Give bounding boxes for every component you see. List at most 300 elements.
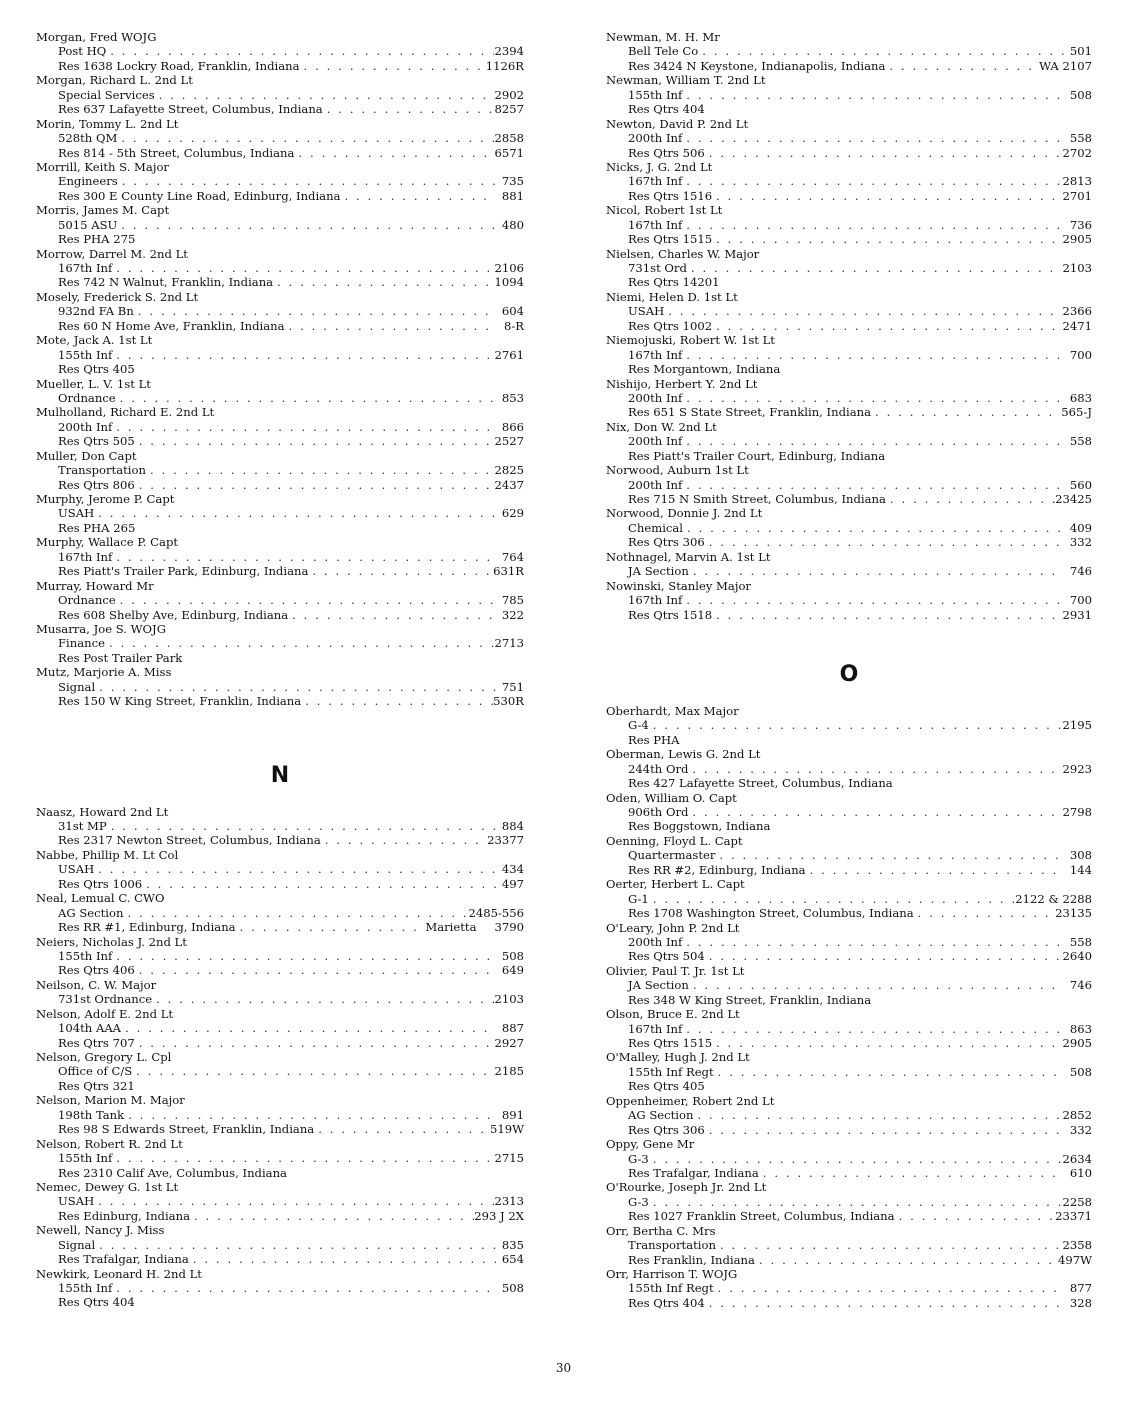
entry-line-label: Finance	[58, 636, 105, 651]
leader-dots	[112, 550, 496, 564]
leader-dots	[112, 1281, 496, 1295]
entry-line	[606, 189, 1092, 203]
entry-line-phone: 2485-556	[468, 905, 524, 920]
entry-line	[36, 1064, 524, 1078]
entry-line	[606, 391, 1092, 405]
leader-dots	[649, 718, 1063, 732]
entry-line-phone: WA 2107	[1039, 58, 1092, 73]
entry-line-phone: 23425	[1055, 492, 1092, 506]
entry-line-label: 155th Inf	[58, 1151, 113, 1166]
entry-line-label: Res 637 Lafayette Street, Columbus, Indiana	[58, 102, 323, 117]
leader-dots	[106, 44, 494, 58]
leader-dots	[688, 762, 1062, 776]
entry-line-label: Res Boggstown, Indiana	[628, 819, 771, 834]
entry-line	[36, 992, 524, 1006]
entry-line-label: Res 3424 N Keystone, Indianapolis, Indiana	[628, 58, 886, 73]
section-heading: O	[839, 661, 859, 687]
leader-dots	[871, 405, 1061, 419]
entry-line	[606, 978, 1092, 992]
entry-line-label: 200th Inf	[628, 434, 683, 449]
entry-line-phone: 23377	[487, 833, 524, 848]
leader-dots	[649, 892, 1016, 906]
entry-name: Nothnagel, Marvin A. 1st Lt	[606, 549, 771, 564]
entry-line	[36, 564, 524, 578]
entry-line	[606, 1152, 1092, 1166]
entry-line	[36, 694, 524, 708]
entry-name: Mueller, L. V. 1st Lt	[36, 376, 151, 391]
entry-line-label: 155th Inf	[628, 87, 683, 102]
entry-line	[36, 1108, 524, 1122]
leader-dots	[682, 88, 1064, 102]
entry-line-label: Res Qtrs 321	[58, 1078, 135, 1093]
entry-line-label: Res PHA	[628, 732, 680, 747]
entry-line-phone: 2905	[1062, 1036, 1092, 1050]
entry-line-label: Res 60 N Home Ave, Franklin, Indiana	[58, 318, 285, 333]
entry-line-label: G-3	[628, 1151, 649, 1166]
entry-line-label: Res Qtrs 404	[58, 1295, 135, 1310]
entry-line	[36, 478, 524, 492]
entry-line	[36, 1281, 524, 1295]
entry-line	[606, 776, 1092, 790]
entry-line	[36, 1166, 524, 1180]
entry-line-phone: 2858	[494, 131, 524, 146]
page-number: 30	[555, 1361, 572, 1375]
entry-line-label: 932nd FA Bn	[58, 304, 134, 319]
section-heading: N	[270, 762, 290, 788]
entry-line-phone: 736	[1069, 217, 1092, 232]
entry-line	[606, 348, 1092, 362]
entry-line-label: Res 2310 Calif Ave, Columbus, Indiana	[58, 1165, 287, 1180]
section-spacer	[36, 709, 524, 761]
entry-line-phone: 631R	[493, 564, 524, 579]
entry-line-phone: 2527	[494, 434, 524, 449]
entry-line	[606, 1209, 1092, 1223]
entry-name: Orr, Bertha C. Mrs	[606, 1223, 716, 1238]
entry-line-phone: 629	[501, 506, 524, 521]
entry-line	[36, 833, 524, 847]
entry-line-label: Res 1027 Franklin Street, Columbus, Indiana	[628, 1209, 895, 1224]
leader-dots	[649, 1195, 1063, 1209]
entry-line-phone: 409	[1069, 520, 1092, 535]
entry-line	[606, 608, 1092, 622]
entry-line-phone: 2106	[494, 261, 524, 275]
entry-line	[36, 1122, 524, 1136]
entry-name: Morrow, Darrel M. 2nd Lt	[36, 246, 188, 261]
entry-name: Mote, Jack A. 1st Lt	[36, 333, 153, 348]
leader-dots	[95, 1238, 496, 1252]
entry-line-phone: 2902	[494, 87, 524, 102]
entry-line-label: Res 1708 Washington Street, Columbus, Indiana	[628, 906, 914, 921]
entry-line-phone: 508	[501, 1281, 524, 1295]
entry-line-phone: 735	[501, 174, 524, 189]
leader-dots	[712, 608, 1062, 622]
entry-line-label: Res Qtrs 306	[628, 1122, 705, 1137]
entry-line	[36, 862, 524, 876]
section-spacer	[36, 791, 524, 805]
entry-line	[606, 762, 1092, 776]
entry-name: Newman, William T. 2nd Lt	[606, 73, 766, 88]
entry-name: Oberhardt, Max Major	[606, 703, 739, 718]
entry-line	[606, 478, 1092, 492]
entry-line-label: 155th Inf Regt	[628, 1064, 714, 1079]
entry-name: Niemojuski, Robert W. 1st Lt	[606, 333, 775, 348]
entry-line-phone: 2923	[1062, 761, 1092, 776]
entry-line	[606, 174, 1092, 188]
leader-dots	[112, 261, 494, 275]
entry-line-phone: 877	[1069, 1281, 1092, 1296]
entry-line-phone: 785	[501, 593, 524, 608]
entry-line	[606, 1079, 1092, 1093]
leader-dots	[682, 478, 1064, 492]
entry-line	[36, 146, 524, 160]
entry-line-label: Res Qtrs 404	[628, 1295, 705, 1310]
entry-line-label: 731st Ordnance	[58, 992, 153, 1007]
entry-line	[36, 963, 524, 977]
entry-line-phone: 649	[501, 963, 524, 978]
entry-name: Nowinski, Stanley Major	[606, 578, 751, 593]
entry-name: Oenning, Floyd L. Capt	[606, 833, 743, 848]
entry-line	[36, 218, 524, 232]
entry-line-phone: 884	[501, 819, 524, 833]
entry-line	[606, 434, 1092, 448]
leader-dots	[323, 102, 495, 116]
entry-line-label: Res Piatt's Trailer Court, Edinburg, Indiana	[628, 448, 886, 463]
entry-line-label: 167th Inf	[628, 347, 683, 362]
entry-line-phone: 2471	[1062, 318, 1092, 333]
entry-line-phone: 23135	[1055, 906, 1092, 921]
leader-dots	[698, 44, 1064, 58]
leader-dots	[189, 1252, 496, 1266]
entry-name: Morin, Tommy L. 2nd Lt	[36, 116, 179, 131]
entry-line-label: 155th Inf	[58, 347, 113, 362]
entry-line	[36, 102, 524, 116]
leader-dots	[705, 1296, 1064, 1310]
entry-line-label: 155th Inf	[58, 948, 113, 963]
entry-line-label: Res Qtrs 1518	[628, 607, 713, 622]
entry-line-phone: 853	[501, 390, 524, 405]
leader-dots	[294, 146, 494, 160]
section-spacer	[606, 622, 1092, 660]
entry-name: Neilson, C. W. Major	[36, 977, 157, 992]
entry-name: Olivier, Paul T. Jr. 1st Lt	[606, 963, 745, 978]
leader-dots	[705, 1123, 1064, 1137]
entry-line-label: Res Qtrs 1515	[628, 1036, 713, 1050]
entry-line-label: Res 348 W King Street, Franklin, Indiana	[628, 992, 872, 1007]
entry-line-phone: 332	[1069, 535, 1092, 550]
entry-line-label: Res Qtrs 707	[58, 1035, 135, 1050]
entry-name: Newton, David P. 2nd Lt	[606, 116, 749, 131]
entry-line-label: Res RR #1, Edinburg, Indiana	[58, 920, 236, 935]
entry-name: Nelson, Adolf E. 2nd Lt	[36, 1006, 174, 1021]
entry-line	[606, 1036, 1092, 1050]
entry-line	[606, 1123, 1092, 1137]
entry-name: O'Rourke, Joseph Jr. 2nd Lt	[606, 1180, 767, 1195]
entry-line-label: Res Qtrs 404	[628, 102, 705, 117]
entry-line-label: 167th Inf	[58, 549, 113, 564]
entry-line	[606, 949, 1092, 963]
entry-line-phone: 2931	[1062, 607, 1092, 622]
entry-line-label: Res Post Trailer Park	[58, 650, 183, 665]
leader-dots	[112, 348, 494, 362]
entry-line-label: Res 300 E County Line Road, Edinburg, Indiana	[58, 188, 341, 203]
entry-name: Murphy, Jerome P. Capt	[36, 492, 175, 506]
entry-line-label: G-3	[628, 1194, 649, 1209]
entry-line-phone: 565-J	[1061, 405, 1092, 420]
leader-dots	[112, 420, 496, 434]
entry-name: Morris, James M. Capt	[36, 203, 170, 218]
leader-dots	[236, 920, 426, 934]
leader-dots	[693, 1108, 1062, 1122]
leader-dots	[689, 978, 1064, 992]
entry-line-phone: 746	[1069, 564, 1092, 579]
leader-dots	[135, 1036, 495, 1050]
entry-name: Nishijo, Herbert Y. 2nd Lt	[606, 376, 758, 391]
leader-dots	[94, 506, 496, 520]
entry-line-label: Res Qtrs 406	[58, 963, 135, 978]
entry-line	[36, 906, 524, 920]
entry-name: Murphy, Wallace P. Capt	[36, 535, 179, 550]
leader-dots	[687, 261, 1063, 275]
entry-line	[36, 189, 524, 203]
entry-line-phone: 501	[1069, 44, 1092, 59]
entry-line	[36, 1021, 524, 1035]
entry-line	[606, 405, 1092, 419]
leader-dots	[705, 535, 1064, 549]
entry-line-label: Res Qtrs 1515	[628, 232, 713, 247]
entry-line	[606, 1281, 1092, 1295]
entry-line	[606, 232, 1092, 246]
leader-dots	[716, 1238, 1063, 1252]
entry-line-phone: 610	[1069, 1165, 1092, 1180]
entry-line-label: Post HQ	[58, 44, 107, 59]
entry-line-label: Ordnance	[58, 390, 116, 405]
entry-line-label: 200th Inf	[628, 477, 683, 492]
leader-dots	[107, 819, 496, 833]
entry-line-label: Res Qtrs 806	[58, 477, 135, 492]
entry-line	[606, 564, 1092, 578]
entry-line-phone: 519W	[489, 1122, 524, 1137]
entry-line	[36, 1295, 524, 1309]
entry-name: Nabbe, Phillip M. Lt Col	[36, 847, 179, 862]
entry-line-label: G-4	[628, 718, 649, 733]
entry-line-label: USAH	[58, 1194, 95, 1209]
entry-line-label: G-1	[628, 891, 649, 906]
entry-line	[606, 319, 1092, 333]
entry-line-phone: 2122 & 2288	[1015, 891, 1092, 906]
leader-dots	[705, 949, 1063, 963]
leader-dots	[301, 694, 493, 708]
entry-name: Oppenheimer, Robert 2nd Lt	[606, 1093, 775, 1108]
entry-line-phone: 746	[1069, 978, 1092, 993]
entry-line-label: USAH	[58, 862, 95, 877]
leader-dots	[134, 304, 496, 318]
entry-line-phone: 1094	[494, 275, 524, 290]
entry-line-phone: 497	[501, 876, 524, 891]
entry-line-label: 198th Tank	[58, 1107, 125, 1122]
entry-name: Niemi, Helen D. 1st Lt	[606, 289, 738, 304]
entry-line-label: Office of C/S	[58, 1064, 133, 1079]
entry-line-label: 200th Inf	[628, 390, 683, 405]
entry-line-label: Res Qtrs 506	[628, 145, 705, 160]
leader-dots	[146, 463, 495, 477]
entry-line	[606, 146, 1092, 160]
leader-dots	[759, 1166, 1064, 1180]
entry-line-label: 167th Inf	[628, 593, 683, 608]
leader-dots	[712, 189, 1062, 203]
leader-dots	[95, 680, 496, 694]
leader-dots	[688, 805, 1062, 819]
entry-line-phone: 6571	[494, 145, 524, 160]
entry-line	[606, 593, 1092, 607]
entry-line-label: Res Edinburg, Indiana	[58, 1208, 190, 1223]
entry-line	[36, 1079, 524, 1093]
entry-line-phone: 2927	[494, 1035, 524, 1050]
entry-line-label: AG Section	[628, 1108, 694, 1123]
entry-name: Oerter, Herbert L. Capt	[606, 877, 745, 892]
leader-dots	[682, 593, 1064, 607]
leader-dots	[895, 1209, 1056, 1223]
entry-line	[36, 362, 524, 376]
entry-line	[36, 1209, 524, 1223]
entry-line-phone: 881	[501, 188, 524, 203]
entry-line-label: 244th Ord	[628, 761, 689, 776]
entry-line-label: Res 651 S State Street, Franklin, Indiana	[628, 405, 871, 420]
entry-line	[36, 348, 524, 362]
entry-name: Norwood, Donnie J. 2nd Lt	[606, 506, 763, 521]
leader-dots	[689, 564, 1064, 578]
entry-line	[36, 88, 524, 102]
entry-line-label: USAH	[628, 304, 665, 319]
entry-line-phone: 23371	[1055, 1209, 1092, 1224]
entry-line	[36, 232, 524, 246]
entry-line	[36, 420, 524, 434]
entry-line-label: Res RR #2, Edinburg, Indiana	[628, 862, 806, 877]
entry-line-phone: 508	[1069, 1064, 1092, 1079]
leader-dots	[300, 59, 486, 73]
entry-line	[606, 275, 1092, 289]
entry-line	[36, 920, 524, 934]
entry-line-phone: 560	[1069, 477, 1092, 492]
entry-name: Newman, M. H. Mr	[606, 30, 720, 44]
leader-dots	[682, 434, 1064, 448]
entry-line-label: Res Qtrs 405	[58, 362, 135, 377]
entry-line	[36, 1194, 524, 1208]
entry-name: Nelson, Gregory L. Cpl	[36, 1050, 172, 1064]
entry-line	[36, 391, 524, 405]
leader-dots	[649, 1152, 1063, 1166]
leader-dots	[132, 1064, 494, 1078]
entry-line	[606, 44, 1092, 58]
leader-dots	[94, 1194, 494, 1208]
entry-name: Mosely, Frederick S. 2nd Lt	[36, 289, 199, 304]
leader-dots	[682, 935, 1064, 949]
entry-line	[606, 1022, 1092, 1036]
entry-line	[606, 1166, 1092, 1180]
leader-dots	[712, 319, 1062, 333]
leader-dots	[755, 1253, 1058, 1267]
leader-dots	[682, 391, 1064, 405]
entry-line-phone: 2103	[494, 992, 524, 1007]
entry-line	[606, 892, 1092, 906]
entry-line-phone: 558	[1069, 934, 1092, 949]
entry-line	[606, 1195, 1092, 1209]
entry-line-label: Signal	[58, 679, 96, 694]
entry-line-label: 200th Inf	[628, 934, 683, 949]
entry-line	[36, 275, 524, 289]
entry-line-label: 155th Inf	[58, 1281, 113, 1295]
entry-line	[36, 463, 524, 477]
entry-name: Nicks, J. G. 2nd Lt	[606, 159, 713, 174]
entry-line-phone: 2258	[1062, 1194, 1092, 1209]
entry-line-label: 104th AAA	[58, 1021, 122, 1036]
leader-dots	[285, 319, 496, 333]
leader-dots	[886, 492, 1055, 506]
leader-dots	[914, 906, 1055, 920]
entry-line	[36, 319, 524, 333]
entry-line-phone: 2702	[1062, 145, 1092, 160]
leader-dots	[117, 131, 494, 145]
entry-line-exchange: Marietta	[425, 920, 477, 935]
entry-line	[606, 848, 1092, 862]
entry-name: Nix, Don W. 2nd Lt	[606, 419, 717, 434]
entry-line-phone: 604	[501, 304, 524, 319]
entry-line-label: Res Franklin, Indiana	[628, 1252, 755, 1267]
entry-line-label: Res Trafalgar, Indiana	[628, 1165, 759, 1180]
entry-line	[606, 733, 1092, 747]
entry-line-label: Res 608 Shelby Ave, Edinburg, Indiana	[58, 607, 289, 622]
leader-dots	[135, 478, 495, 492]
leader-dots	[273, 275, 494, 289]
entry-line-phone: 293 J 2X	[474, 1208, 524, 1223]
entry-line	[606, 1238, 1092, 1252]
entry-name: Morrill, Keith S. Major	[36, 159, 169, 174]
entry-line-phone: 2798	[1062, 805, 1092, 819]
entry-line-phone: 751	[501, 679, 524, 694]
entry-line-phone: 866	[501, 419, 524, 434]
entry-line	[606, 521, 1092, 535]
entry-line-label: Res 814 - 5th Street, Columbus, Indiana	[58, 145, 295, 160]
entry-name: Neiers, Nicholas J. 2nd Lt	[36, 934, 187, 949]
entry-name: Nemec, Dewey G. 1st Lt	[36, 1179, 179, 1194]
entry-line-phone: 2437	[494, 477, 524, 492]
leader-dots	[705, 146, 1063, 160]
entry-line	[36, 550, 524, 564]
entry-line-phone: 332	[1069, 1122, 1092, 1137]
entry-line-label: Res Piatt's Trailer Park, Edinburg, Indiana	[58, 564, 309, 579]
entry-line-label: Transportation	[628, 1238, 716, 1253]
leader-dots	[308, 564, 493, 578]
entry-name: Nielsen, Charles W. Major	[606, 246, 760, 261]
entry-line-phone: 683	[1069, 390, 1092, 405]
entry-line	[606, 362, 1092, 376]
entry-line-phone: 480	[501, 217, 524, 232]
entry-line-label: 731st Ord	[628, 261, 687, 275]
entry-line	[36, 593, 524, 607]
entry-line	[606, 59, 1092, 73]
entry-line	[36, 1252, 524, 1266]
entry-name: Naasz, Howard 2nd Lt	[36, 804, 169, 819]
entry-line-phone: 2103	[1062, 261, 1092, 275]
entry-line-phone: 144	[1069, 862, 1092, 877]
entry-name: Norwood, Auburn 1st Lt	[606, 463, 749, 478]
entry-line	[36, 680, 524, 694]
entry-line-phone: 700	[1069, 347, 1092, 362]
entry-name: Oppy, Gene Mr	[606, 1137, 695, 1152]
entry-line-label: Res 1638 Lockry Road, Franklin, Indiana	[58, 58, 300, 73]
entry-line-label: 200th Inf	[628, 131, 683, 146]
entry-line-label: Res Qtrs 1006	[58, 876, 143, 891]
entry-line-label: Res 427 Lafayette Street, Columbus, Indiana	[628, 776, 893, 791]
